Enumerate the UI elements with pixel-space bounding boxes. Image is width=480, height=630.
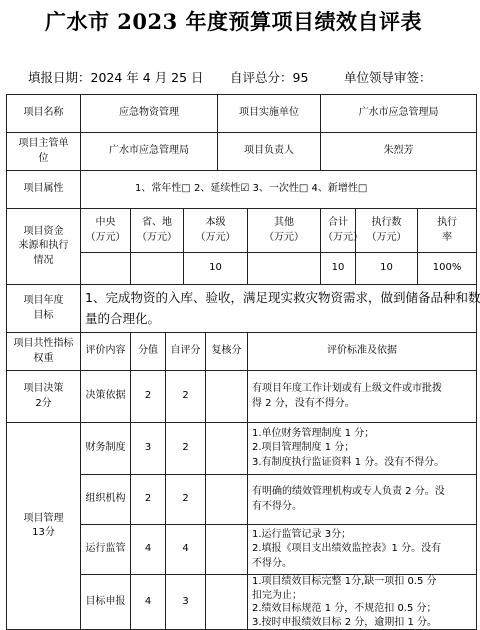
row-project-attr xyxy=(7,171,477,209)
person-label: 项目负责人 xyxy=(218,133,321,171)
annual-goal-label: 项目年度 目标 xyxy=(7,285,81,333)
self-score-cell: 4 xyxy=(166,525,206,575)
criteria-cell: 有项目年度工作计划或有上级文件或市批拨 得 2 分，没有不得分。 xyxy=(248,371,477,423)
row-indicator-header xyxy=(7,333,477,371)
review-cell xyxy=(206,475,248,525)
score-header: 分值 xyxy=(131,333,166,371)
criteria-cell: 有明确的绩效管理机构或专人负责 2 分。没 有不得分。 xyxy=(248,475,477,525)
fill-date xyxy=(28,68,204,86)
impl-unit-value: 广水市应急管理局 xyxy=(321,95,477,133)
score-cell: 4 xyxy=(131,525,166,575)
review-cell xyxy=(206,371,248,423)
score-cell: 2 xyxy=(131,371,166,423)
supervisor-label: 项目主管单 位 xyxy=(7,133,81,171)
funds-header-local: 本级 （万元） xyxy=(184,209,248,253)
annual-goal-text: 1、完成物资的入库、验收，满足现实救灾物资需求，做到储备品种和数 量的合理化。 xyxy=(81,285,477,333)
indicator-group-management: 项目管理 13分 xyxy=(7,423,81,630)
funds-header-executed: 执行数 （万元） xyxy=(356,209,418,253)
funds-header-total: 合计 （万元） xyxy=(321,209,356,253)
funds-value-executed: 10 xyxy=(356,253,418,285)
unit-leader-sign: 单位领导审签： xyxy=(344,70,432,85)
content-header: 评价内容 xyxy=(81,333,131,371)
content-cell: 财务制度 xyxy=(81,423,131,475)
criteria-cell: 1.项目绩效目标完整 1分,缺一项扣 0.5 分 扣完为止； 2.绩效目标规范 1 分，不规范扣 0.5 分； 3.按时申报绩效目标 2 分，逾期扣 1 分。 xyxy=(248,575,477,630)
project-attr-options: 1、常年性□ 2、延续性☑ 3、一次性□ 4、新增性□ xyxy=(81,171,477,209)
score-cell: 2 xyxy=(131,475,166,525)
review-header: 复核分 xyxy=(206,333,248,371)
total-score-label: 自评总分： xyxy=(230,70,293,85)
person-value: 朱烈芳 xyxy=(321,133,477,171)
indicator-weight-header: 项目共性指标 权重 xyxy=(7,333,81,371)
funds-value-other xyxy=(248,253,321,285)
funds-value-local: 10 xyxy=(184,253,248,285)
self-score-cell: 2 xyxy=(166,423,206,475)
indicator-group-decision: 项目决策 2分 xyxy=(7,371,81,423)
fill-date-value: 2024 年 4 月 25 日 xyxy=(90,70,204,85)
content-cell: 决策依据 xyxy=(81,371,131,423)
review-cell xyxy=(206,423,248,475)
self-evaluation-table xyxy=(6,94,480,630)
table-row xyxy=(7,423,477,475)
self-score-cell: 2 xyxy=(166,371,206,423)
self-score-cell: 3 xyxy=(166,575,206,630)
review-cell xyxy=(206,575,248,630)
form-title: 广水市 2023 年度预算项目绩效自评表 xyxy=(44,9,423,34)
criteria-header: 评价标准及依据 xyxy=(248,333,477,371)
row-annual-goal xyxy=(7,285,477,333)
self-score-cell: 2 xyxy=(166,475,206,525)
funds-value-rate: 100% xyxy=(418,253,477,285)
content-cell: 目标申报 xyxy=(81,575,131,630)
funds-header-rate: 执行 率 xyxy=(418,209,477,253)
content-cell: 组织机构 xyxy=(81,475,131,525)
funds-header-other: 其他 （万元） xyxy=(248,209,321,253)
total-score xyxy=(230,68,308,86)
supervisor-value: 广水市应急管理局 xyxy=(81,133,218,171)
funds-header-province: 省、地 （万元） xyxy=(131,209,184,253)
self-score-header: 自评分 xyxy=(166,333,206,371)
project-attr-label: 项目属性 xyxy=(7,171,81,209)
funds-header-central: 中央 （万元） xyxy=(81,209,131,253)
funds-value-total: 10 xyxy=(321,253,356,285)
review-cell xyxy=(206,525,248,575)
impl-unit-label: 项目实施单位 xyxy=(218,95,321,133)
total-score-value: 95 xyxy=(292,70,309,85)
fill-date-label: 填报日期： xyxy=(28,70,91,85)
criteria-cell: 1.运行监管记录 3分； 2.填报《项目支出绩效监控表》1 分。没有 不得分。 xyxy=(248,525,477,575)
score-cell: 4 xyxy=(131,575,166,630)
content-cell: 运行监管 xyxy=(81,525,131,575)
funds-value-province xyxy=(131,253,184,285)
funds-value-central xyxy=(81,253,131,285)
criteria-cell: 1.单位财务管理制度 1 分； 2.项目管理制度 1 分； 3.有制度执行监证资料 1 分。没有不得分。 xyxy=(248,423,477,475)
row-funds-headers xyxy=(7,209,477,253)
row-project-name xyxy=(7,95,477,133)
row-supervisor xyxy=(7,133,477,171)
project-name-label: 项目名称 xyxy=(7,95,81,133)
table-row xyxy=(7,371,477,423)
funds-label: 项目资金 来源和执行 情况 xyxy=(7,209,81,285)
project-name-value: 应急物资管理 xyxy=(81,95,218,133)
score-cell: 3 xyxy=(131,423,166,475)
